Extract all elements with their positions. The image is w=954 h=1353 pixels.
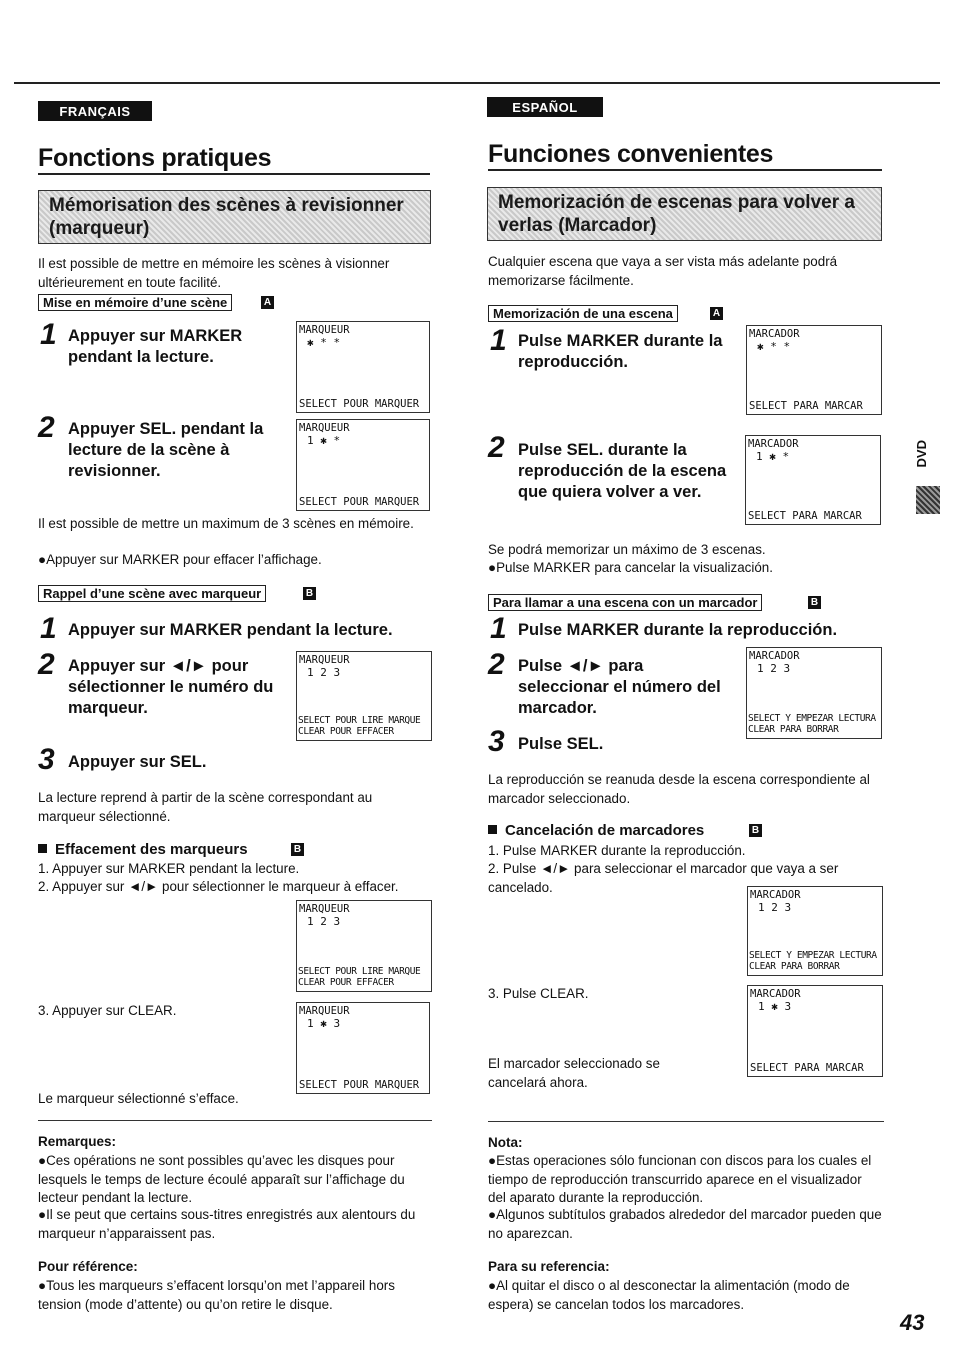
title-underline bbox=[488, 169, 882, 171]
bullet-square-icon bbox=[488, 825, 497, 834]
reference-heading: Para su referencia: bbox=[488, 1259, 610, 1274]
remark-item: ●Algunos subtítulos grabados alrededor del marcador pueden que no aparezcan. bbox=[488, 1207, 882, 1241]
osd-screen bbox=[296, 321, 430, 413]
osd-instruction: SELECT PARA MARCAR bbox=[748, 510, 862, 522]
language-tab-spanish: ESPAÑOL bbox=[487, 97, 603, 117]
step-number: 1 bbox=[40, 612, 57, 645]
step-number: 2 bbox=[38, 648, 55, 681]
note-text: Se podrá memorizar un máximo de 3 escenas. bbox=[488, 542, 766, 557]
osd-markers: 1 ✱ 3 bbox=[307, 1017, 341, 1030]
step-number: 2 bbox=[488, 431, 505, 464]
osd-markers: 1 ✱ 3 bbox=[758, 1000, 792, 1013]
page-title-spanish: Funciones convenientes bbox=[488, 140, 774, 168]
top-rule bbox=[14, 82, 940, 84]
osd-title: MARQUEUR bbox=[299, 654, 350, 666]
step-text: Pulse SEL. durante la reproducción de la escena que quiera volver a ver. bbox=[518, 441, 727, 501]
section-b-label: Rappel d’une scène avec marqueur bbox=[38, 585, 266, 602]
erase-tag: B bbox=[291, 843, 304, 856]
remark-item: ●Ces opérations ne sont possibles qu’avec les disques pour lesquels le temps de lecture écoulé apparaît sur l’affichage du lecteur pendant la lecture. bbox=[38, 1153, 405, 1205]
remarks-heading: Nota: bbox=[488, 1135, 523, 1150]
result-text: El marcador seleccionado se cancelará ahora. bbox=[488, 1056, 660, 1090]
step-number: 3 bbox=[488, 725, 505, 758]
osd-instruction: SELECT PARA MARCAR bbox=[749, 400, 863, 412]
note-text: Il est possible de mettre un maximum de 3 scènes en mémoire. bbox=[38, 516, 414, 531]
page-title-french: Fonctions pratiques bbox=[38, 144, 272, 172]
side-section-label: DVD bbox=[914, 440, 929, 468]
step-text: Pulse ◄/► para seleccionar el número del marcador. bbox=[518, 657, 721, 717]
remarks-heading: Remarques: bbox=[38, 1134, 117, 1149]
side-tab-block bbox=[916, 486, 940, 514]
osd-markers: ✱ * * bbox=[757, 340, 791, 353]
separator bbox=[488, 1121, 884, 1122]
osd-markers: ✱ * * bbox=[307, 336, 341, 349]
osd-markers: 1 2 3 bbox=[758, 901, 792, 914]
step-text: Pulse SEL. bbox=[518, 735, 604, 753]
section-b-tag: B bbox=[303, 587, 316, 600]
osd-screen bbox=[296, 651, 432, 741]
osd-instruction: SELECT POUR MARQUER bbox=[299, 496, 420, 508]
erase-heading: Effacement des marqueurs bbox=[38, 841, 248, 858]
page-number: 43 bbox=[900, 1310, 925, 1335]
reference-heading: Pour référence: bbox=[38, 1259, 138, 1274]
section-a-label: Memorización de una escena bbox=[488, 305, 678, 322]
osd-instruction: SELECT POUR MARQUER bbox=[299, 398, 420, 410]
list-item: 1. Pulse MARKER durante la reproducción. bbox=[488, 843, 746, 858]
step-text: Appuyer sur ◄/► pour sélectionner le numéro du marqueur. bbox=[68, 657, 274, 717]
intro-text: Il est possible de mettre en mémoire les scènes à visionner ultérieurement en toute facilité. bbox=[38, 256, 390, 290]
osd-screen bbox=[746, 647, 882, 739]
osd-screen bbox=[745, 435, 881, 525]
language-tab-french: FRANÇAIS bbox=[38, 101, 152, 121]
result-text: La reproducción se reanuda desde la escena correspondiente al marcador seleccionado. bbox=[488, 772, 870, 806]
list-item: 1. Appuyer sur MARKER pendant la lecture. bbox=[38, 861, 300, 876]
osd-screen bbox=[746, 325, 882, 415]
osd-screen bbox=[296, 900, 432, 992]
erase-tag: B bbox=[749, 824, 762, 837]
section-b-label: Para llamar a una escena con un marcador bbox=[488, 594, 762, 611]
note-text: ●Pulse MARKER para cancelar la visualización. bbox=[488, 560, 773, 575]
step-text: Appuyer sur MARKER pendant la lecture. bbox=[68, 327, 243, 366]
reference-item: ●Al quitar el disco o al desconectar la alimentación (modo de espera) se cancelan todos los marcadores. bbox=[488, 1278, 850, 1312]
osd-title: MARQUEUR bbox=[299, 1005, 350, 1017]
section-a-tag: A bbox=[261, 296, 274, 309]
osd-title: MARCADOR bbox=[750, 889, 801, 901]
section-banner-french: Mémorisation des scènes à revisionner (marqueur) bbox=[38, 190, 431, 244]
osd-instruction: SELECT POUR LIRE MARQUE bbox=[298, 966, 421, 977]
osd-instruction: SELECT POUR MARQUER bbox=[299, 1079, 420, 1091]
osd-title: MARCADOR bbox=[750, 988, 801, 1000]
step-number: 1 bbox=[490, 612, 507, 645]
list-item: 2. Appuyer sur ◄/► pour sélectionner le marqueur à effacer. bbox=[38, 879, 399, 894]
osd-screen bbox=[296, 1002, 430, 1094]
step-number: 1 bbox=[490, 324, 507, 357]
osd-markers: 1 2 3 bbox=[307, 666, 341, 679]
osd-title: MARQUEUR bbox=[299, 903, 350, 915]
step-number: 1 bbox=[40, 318, 57, 351]
separator bbox=[38, 1120, 432, 1121]
section-a-tag: A bbox=[710, 307, 723, 320]
osd-markers: 1 2 3 bbox=[757, 662, 791, 675]
step-text: Appuyer sur SEL. bbox=[68, 753, 207, 771]
osd-title: MARCADOR bbox=[749, 650, 800, 662]
title-underline bbox=[38, 173, 430, 175]
section-a-label: Mise en mémoire d’une scène bbox=[38, 294, 232, 311]
step-text: Pulse MARKER durante la reproducción. bbox=[518, 621, 838, 639]
remark-item: ●Estas operaciones sólo funcionan con discos para los cuales el tiempo de reproducción transcurrido aparece en el visualizador del aparato durante la reproducción. bbox=[488, 1153, 872, 1205]
osd-instruction: SELECT POUR LIRE MARQUE bbox=[298, 715, 421, 726]
step-text: Appuyer SEL. pendant la lecture de la scène à revisionner. bbox=[68, 420, 264, 480]
result-text: Le marqueur sélectionné s’efface. bbox=[38, 1091, 239, 1106]
intro-text: Cualquier escena que vaya a ser vista más adelante podrá memorizarse fácilmente. bbox=[488, 254, 838, 288]
osd-instruction: SELECT Y EMPEZAR LECTURA bbox=[748, 713, 876, 724]
erase-heading: Cancelación de marcadores bbox=[488, 822, 704, 839]
osd-markers: 1 ✱ * bbox=[756, 450, 790, 463]
reference-item: ●Tous les marqueurs s’effacent lorsqu’on met l’appareil hors tension (mode d’attente) ou qu’on retire le disque. bbox=[38, 1278, 395, 1312]
list-item: 2. Pulse ◄/► para seleccionar el marcador que vaya a ser cancelado. bbox=[488, 861, 839, 895]
step-number: 3 bbox=[38, 743, 55, 776]
section-banner-spanish: Memorización de escenas para volver a verlas (Marcador) bbox=[487, 187, 882, 241]
osd-title: MARQUEUR bbox=[299, 422, 350, 434]
osd-markers: 1 ✱ * bbox=[307, 434, 341, 447]
osd-instruction: CLEAR PARA BORRAR bbox=[748, 724, 839, 735]
osd-title: MARCADOR bbox=[749, 328, 800, 340]
list-item: 3. Pulse CLEAR. bbox=[488, 986, 589, 1001]
result-text: La lecture reprend à partir de la scène correspondant au marqueur sélectionné. bbox=[38, 790, 373, 824]
osd-screen bbox=[296, 419, 430, 511]
osd-title: MARQUEUR bbox=[299, 324, 350, 336]
step-text: Pulse MARKER durante la reproducción. bbox=[518, 332, 723, 371]
osd-instruction: CLEAR PARA BORRAR bbox=[749, 961, 840, 972]
note-text: ●Appuyer sur MARKER pour effacer l’affichage. bbox=[38, 552, 322, 567]
section-b-tag: B bbox=[808, 596, 821, 609]
osd-screen bbox=[747, 886, 883, 976]
osd-screen bbox=[747, 985, 883, 1077]
osd-instruction: SELECT Y EMPEZAR LECTURA bbox=[749, 950, 877, 961]
osd-instruction: CLEAR POUR EFFACER bbox=[298, 977, 394, 988]
list-item: 3. Appuyer sur CLEAR. bbox=[38, 1003, 177, 1018]
osd-instruction: SELECT PARA MARCAR bbox=[750, 1062, 864, 1074]
osd-instruction: CLEAR POUR EFFACER bbox=[298, 726, 394, 737]
osd-title: MARCADOR bbox=[748, 438, 799, 450]
remark-item: ●Il se peut que certains sous-titres enregistrés aux alentours du marqueur n’apparaissent pas. bbox=[38, 1207, 416, 1241]
step-text: Appuyer sur MARKER pendant la lecture. bbox=[68, 621, 393, 639]
osd-markers: 1 2 3 bbox=[307, 915, 341, 928]
step-number: 2 bbox=[38, 411, 55, 444]
bullet-square-icon bbox=[38, 844, 47, 853]
step-number: 2 bbox=[488, 648, 505, 681]
